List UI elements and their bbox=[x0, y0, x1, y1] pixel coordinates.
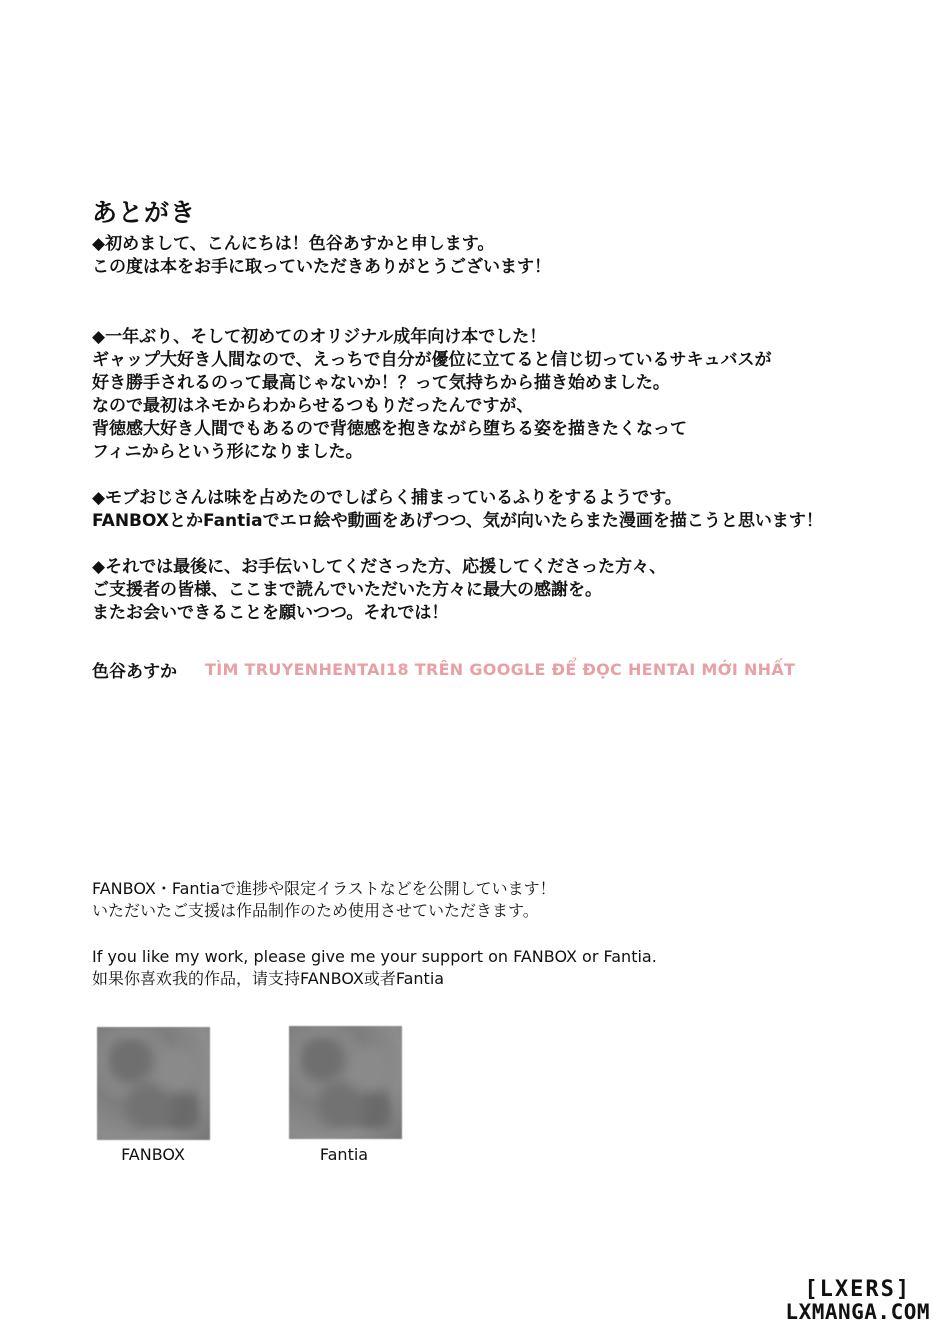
support-other bbox=[92, 946, 657, 990]
fantia-label: Fantia bbox=[319, 1145, 369, 1164]
text-line: ◆一年ぶり、そして初めてのオリジナル成年向け本でした！ bbox=[92, 327, 547, 347]
support-cn: 如果你喜欢我的作品，请支持FANBOX或者Fantia bbox=[92, 969, 445, 988]
brand-line-2: LXMANGA.COM bbox=[785, 1300, 930, 1324]
text-line: 好き勝手されるのって最高じゃないか！？って気持ちから描き始めました。 bbox=[92, 373, 670, 393]
text-line: ◆モブおじさんは味を占めたのでしばらく捕まっているふりをするようです。 bbox=[92, 488, 682, 508]
text-line: なので最初はネモからわからせるつもりだったんですが、 bbox=[92, 396, 534, 416]
fanbox-label: FANBOX bbox=[121, 1145, 185, 1164]
page-title: あとがき bbox=[92, 198, 197, 227]
site-watermark: TÌM TRUYENHENTAI18 TRÊN GOOGLE ĐỂ ĐỌC HENTAI MỚI NHẤT bbox=[205, 660, 796, 679]
paragraph-1 bbox=[92, 233, 551, 279]
text-line: フィニからという形になりました。 bbox=[92, 442, 363, 462]
paragraph-3 bbox=[92, 487, 823, 533]
text-line: いただいたご支援は作品制作のため使用させていただきます。 bbox=[92, 901, 539, 920]
support-en: If you like my work, please give me your support on FANBOX or Fantia. bbox=[92, 947, 657, 966]
text-line: この度は本をお手に取っていただきありがとうございます！ bbox=[92, 257, 551, 277]
text-line: FANBOX・Fantiaで進捗や限定イラストなどを公開しています！ bbox=[92, 879, 556, 898]
text-line: ギャップ大好き人間なので、えっちで自分が優位に立てると信じ切っているサキュバスが bbox=[92, 350, 772, 370]
paragraph-4 bbox=[92, 556, 666, 625]
text-line: またお会いできることを願いつつ。それでは！ bbox=[92, 603, 449, 623]
fantia-qr-code[interactable] bbox=[289, 1026, 402, 1139]
support-jp bbox=[92, 878, 556, 922]
text-line: ◆それでは最後に、お手伝いしてくださった方、応援してくださった方々、 bbox=[92, 557, 667, 577]
text-line: ◆初めまして、こんにちは！色谷あすかと申します。 bbox=[92, 234, 495, 254]
text-line: FANBOXとかFantiaでエロ絵や動画をあげつつ、気が向いたらまた漫画を描こうと思います！ bbox=[92, 511, 823, 531]
fanbox-qr-code[interactable] bbox=[97, 1027, 210, 1140]
brand-line-1: [LXERS] bbox=[804, 1277, 912, 1302]
paragraph-2 bbox=[92, 326, 772, 464]
text-line: 背徳感大好き人間でもあるので背徳感を抱きながら堕ちる姿を描きたくなって bbox=[92, 419, 687, 439]
signature-row bbox=[92, 657, 795, 682]
text-line: ご支援者の皆様、ここまで読んでいただいた方々に最大の感謝を。 bbox=[92, 580, 602, 600]
author-signature: 色谷あすか bbox=[92, 662, 177, 682]
site-brand-logo bbox=[785, 1277, 930, 1324]
